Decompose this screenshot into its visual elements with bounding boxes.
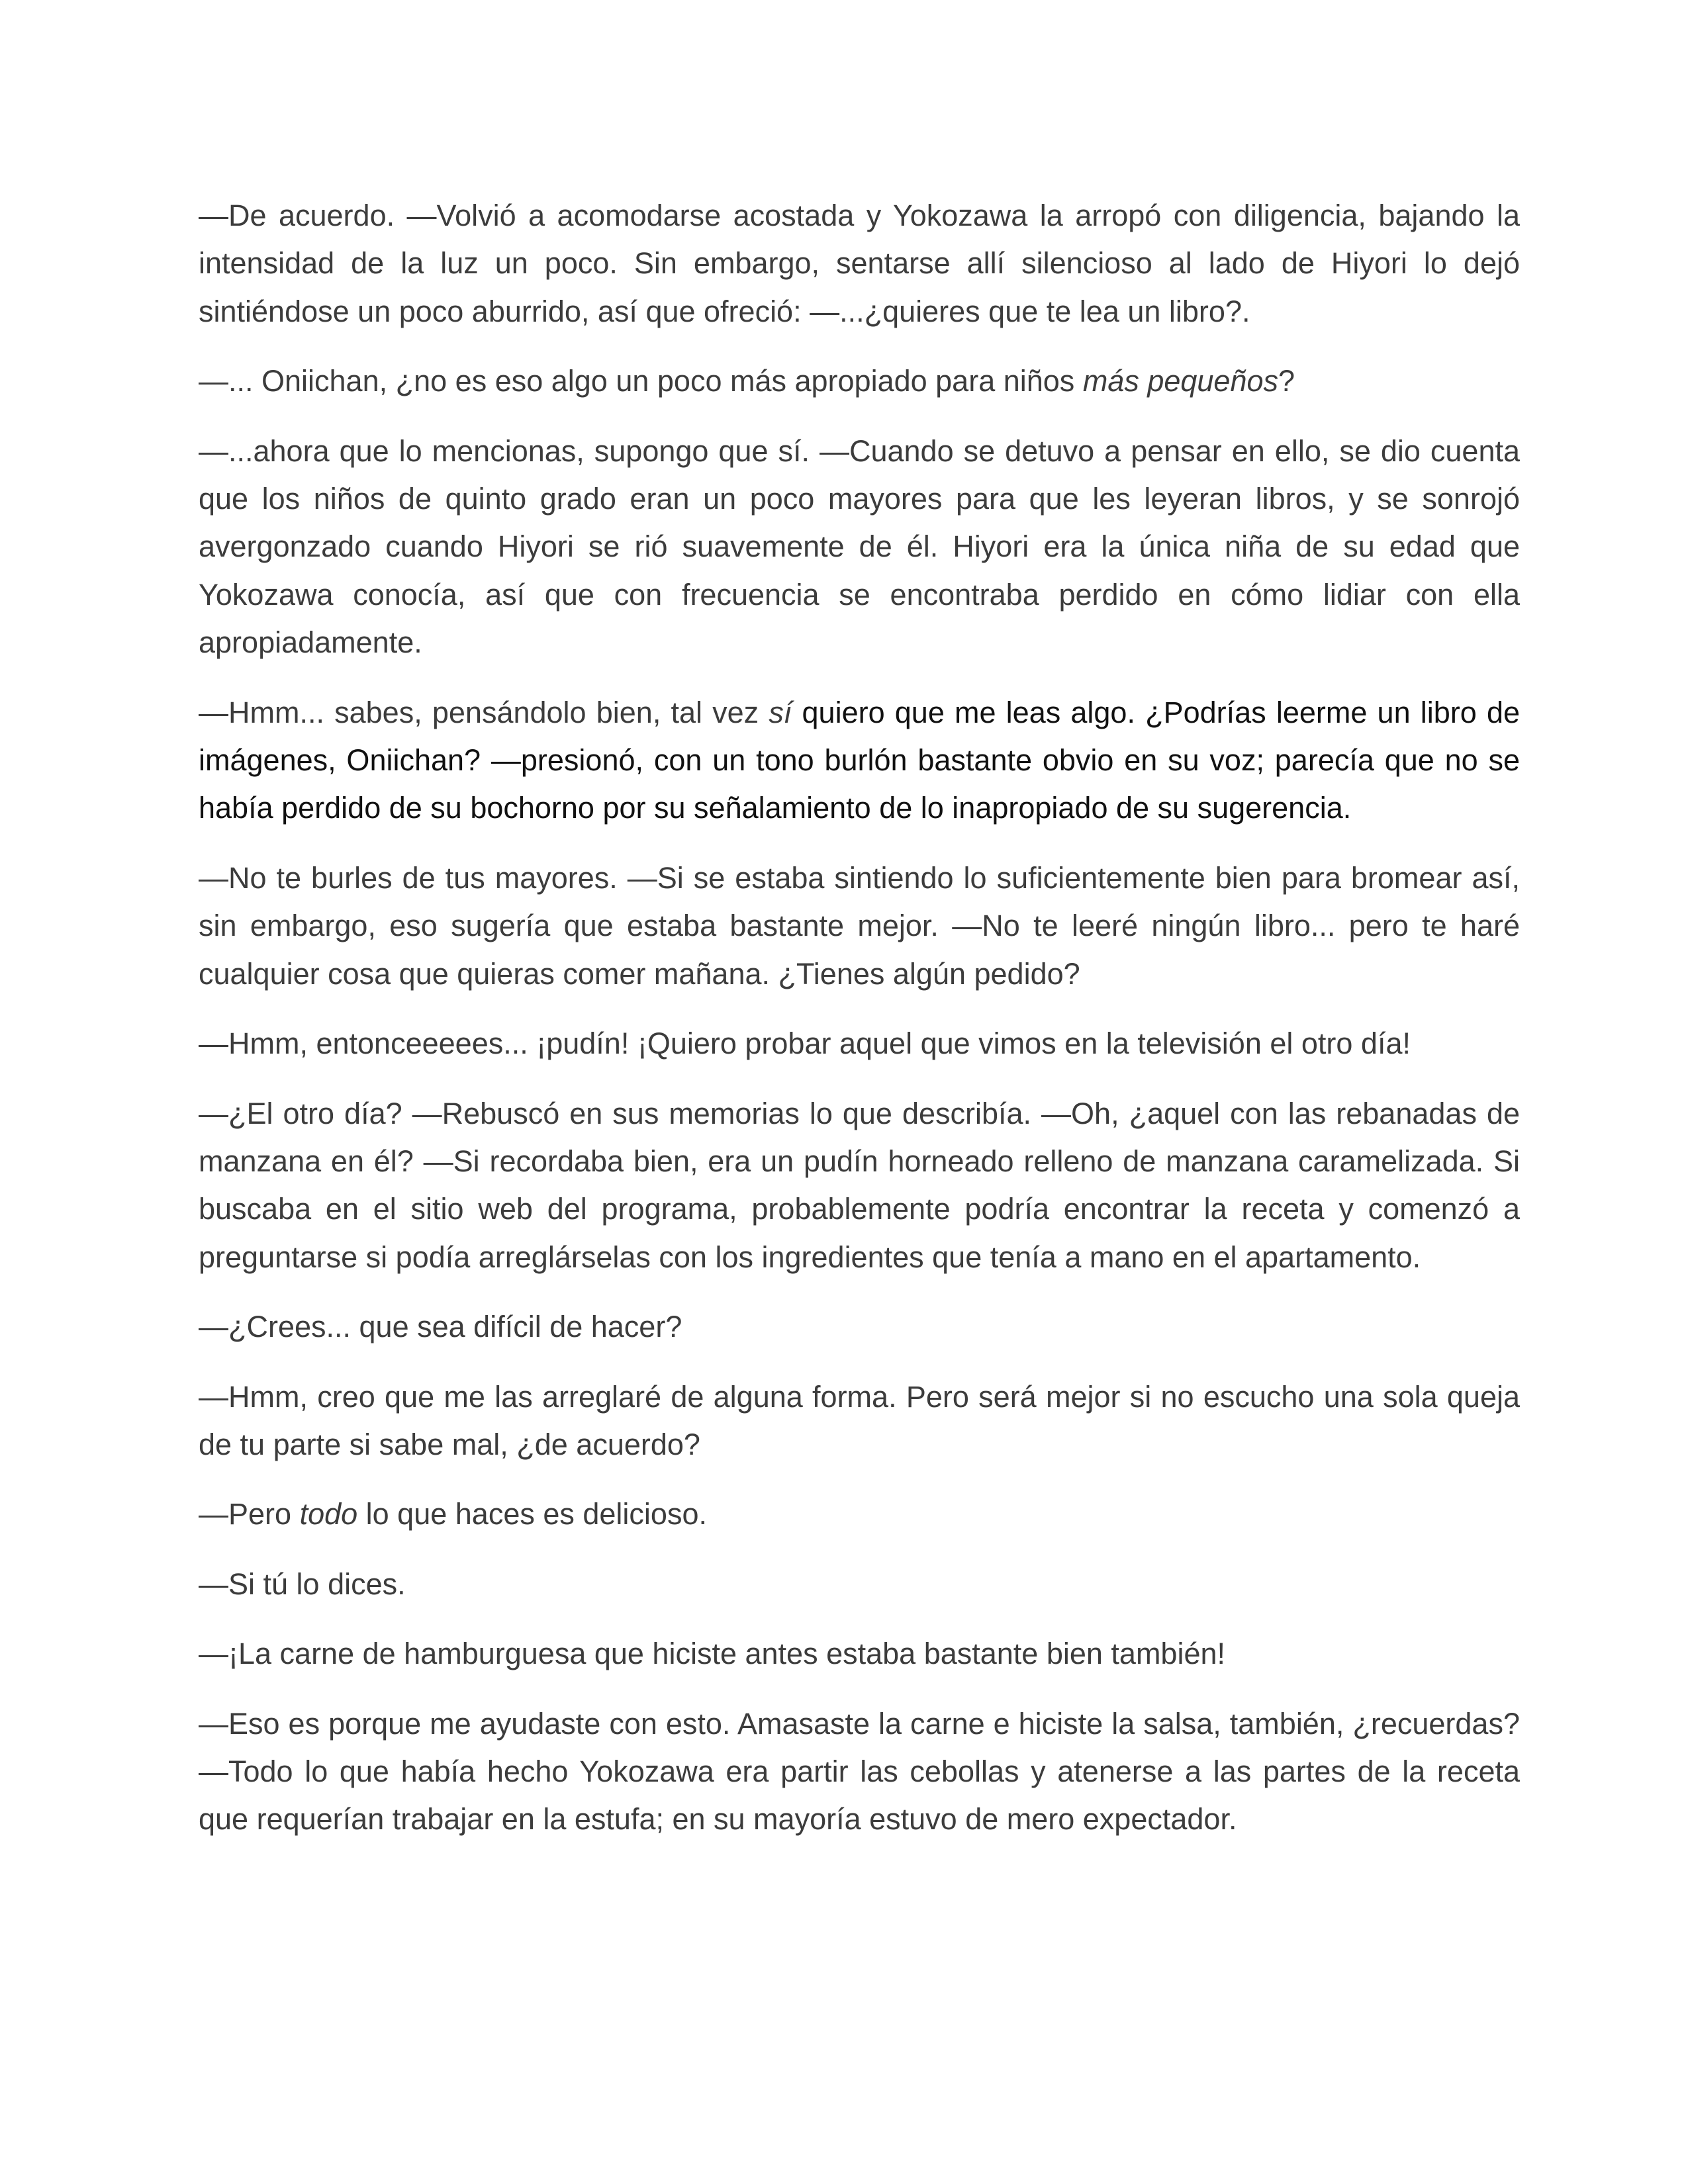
paragraph-2 bbox=[199, 357, 1520, 405]
text-segment: —Si tú lo dices. bbox=[199, 1567, 406, 1601]
text-segment: —Hmm, creo que me las arreglaré de alguna forma. Pero será mejor si no escucho una sola queja de tu parte si sabe mal, ¿de acuerdo? bbox=[199, 1379, 1520, 1461]
paragraph-1 bbox=[199, 192, 1520, 336]
text-segment: —¡La carne de hamburguesa que hiciste antes estaba bastante bien también! bbox=[199, 1637, 1226, 1671]
text-segment: —...ahora que lo mencionas, supongo que sí. —Cuando se detuvo a pensar en ello, se dio cuenta que los niños de quinto grado eran un poco mayores para que les leyeran libros, y se sonrojó avergonzado cuando Hiyori se rió suavemente de él. Hiyori era la única niña de su edad que Yokozawa conocía, así que con frecuencia se encontraba perdido en cómo lidiar con ella apropiadamente. bbox=[199, 433, 1520, 660]
text-segment: —No te burles de tus mayores. —Si se estaba sintiendo lo suficientemente bien para bromear así, sin embargo, eso sugería que estaba bastante mejor. —No te leeré ningún libro... pero te haré cualquier cosa que quieras comer mañana. ¿Tienes algún pedido? bbox=[199, 860, 1520, 991]
paragraph-13 bbox=[199, 1700, 1520, 1844]
paragraph-7 bbox=[199, 1090, 1520, 1282]
text-segment: lo que haces es delicioso. bbox=[357, 1497, 707, 1531]
paragraph-12 bbox=[199, 1630, 1520, 1678]
italic-text-segment: más pequeños bbox=[1082, 364, 1279, 398]
paragraph-8 bbox=[199, 1303, 1520, 1351]
text-segment: —... Oniichan, ¿no es eso algo un poco más apropiado para niños bbox=[199, 364, 1083, 398]
text-segment: —Hmm... sabes, pensándolo bien, tal vez bbox=[199, 695, 769, 729]
italic-text-segment: todo bbox=[299, 1497, 358, 1531]
paragraph-5 bbox=[199, 854, 1520, 998]
paragraph-6 bbox=[199, 1020, 1520, 1068]
text-segment: ? bbox=[1278, 364, 1295, 398]
text-segment: —Pero bbox=[199, 1497, 300, 1531]
paragraph-11 bbox=[199, 1561, 1520, 1608]
text-segment: —¿Crees... que sea difícil de hacer? bbox=[199, 1310, 682, 1344]
text-segment: —Eso es porque me ayudaste con esto. Amasaste la carne e hiciste la salsa, también, ¿recuerdas? —Todo lo que había hecho Yokozawa era partir las cebollas y atenerse a las partes de la receta que requerían trabajar en la estufa; en su mayoría estuvo de mero expectador. bbox=[199, 1706, 1520, 1837]
text-segment: —¿El otro día? —Rebuscó en sus memorias lo que describía. —Oh, ¿aquel con las rebanadas de manzana en él? —Si recordaba bien, era un pudín horneado relleno de manzana caramelizada. Si buscaba en el sitio web del programa, probablemente podría encontrar la receta y comenzó a preguntarse si podía arreglárselas con los ingredientes que tenía a mano en el apartamento. bbox=[199, 1096, 1520, 1274]
text-segment: —De acuerdo. —Volvió a acomodarse acostada y Yokozawa la arropó con diligencia, bajando la intensidad de la luz un poco. Sin embargo, sentarse allí silencioso al lado de Hiyori lo dejó sintiéndose un poco aburrido, así que ofreció: —...¿quieres que te lea un libro?. bbox=[199, 199, 1520, 328]
paragraph-4 bbox=[199, 689, 1520, 833]
paragraph-3 bbox=[199, 428, 1520, 667]
text-segment: quiero que me leas algo. ¿Podrías leerme un libro de imágenes, Oniichan? —presionó, con un tono burlón bastante obvio en su voz; parecía que no se había perdido de su bochorno por su señalamiento de lo inapropiado de su sugerencia. bbox=[199, 695, 1520, 825]
document-page bbox=[199, 192, 1520, 1866]
paragraph-10 bbox=[199, 1490, 1520, 1538]
italic-text-segment: sí bbox=[769, 695, 792, 729]
text-segment: —Hmm, entonceeeees... ¡pudín! ¡Quiero probar aquel que vimos en la televisión el otro día! bbox=[199, 1026, 1411, 1061]
paragraph-9 bbox=[199, 1373, 1520, 1469]
